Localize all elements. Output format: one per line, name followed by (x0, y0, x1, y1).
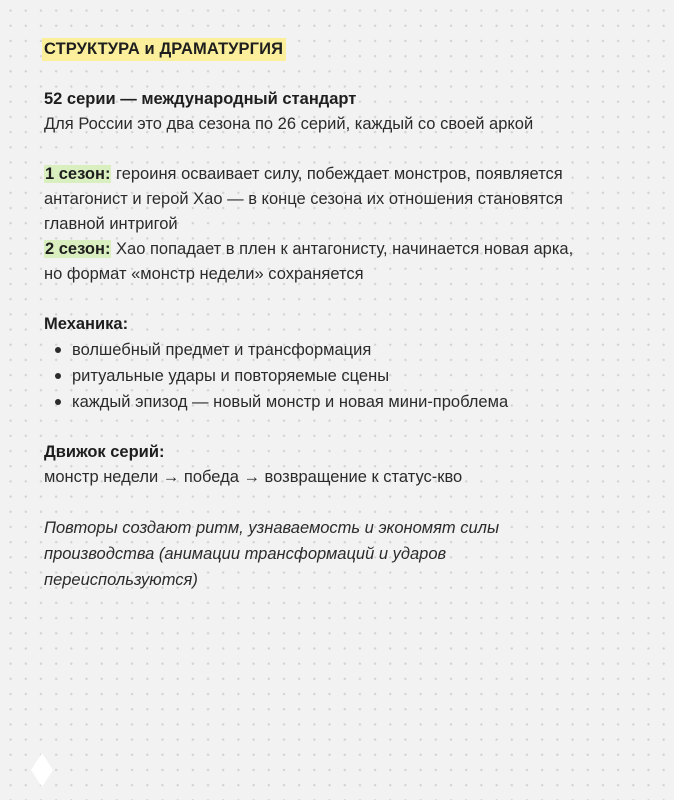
note-line: Повторы создают ритм, узнаваемость и экономят силы (44, 519, 500, 537)
season-1 (44, 162, 644, 237)
season-2 (44, 237, 644, 287)
season-2-label: 2 сезон: (45, 240, 111, 258)
episodes-title: 52 серии — международный стандарт (44, 90, 357, 108)
list-item: каждый эпизод — новый монстр и новая мини-проблема (44, 389, 644, 415)
mechanics-title: Механика: (44, 315, 129, 333)
note-line: переиспользуются) (44, 571, 198, 589)
mechanics-list (44, 337, 644, 415)
season-1-text: антагонист и герой Хао — в конце сезона их отношения становятся (44, 190, 563, 208)
list-item: волшебный предмет и трансформация (44, 337, 644, 363)
engine-text: монстр недели → победа → возвращение к статус-кво (44, 468, 463, 486)
list-item: ритуальные удары и повторяемые сцены (44, 363, 644, 389)
section-heading: СТРУКТУРА и ДРАМАТУРГИЯ (42, 38, 286, 61)
season-1-text: главной интригой (44, 215, 178, 233)
diamond-logo-icon (30, 752, 54, 788)
document-body (44, 38, 644, 593)
season-1-label: 1 сезон: (45, 165, 111, 183)
episodes-subtitle: Для России это два сезона по 26 серий, каждый со своей аркой (44, 115, 534, 133)
season-2-text: Хао попадает в плен к антагонисту, начинается новая арка, (111, 240, 574, 258)
season-1-text: героиня осваивает силу, побеждает монстров, появляется (111, 165, 563, 183)
note (44, 515, 644, 593)
note-line: производства (анимации трансформаций и ударов (44, 545, 447, 563)
season-2-text: но формат «монстр недели» сохраняется (44, 265, 364, 283)
engine-title: Движок серий: (44, 443, 165, 461)
